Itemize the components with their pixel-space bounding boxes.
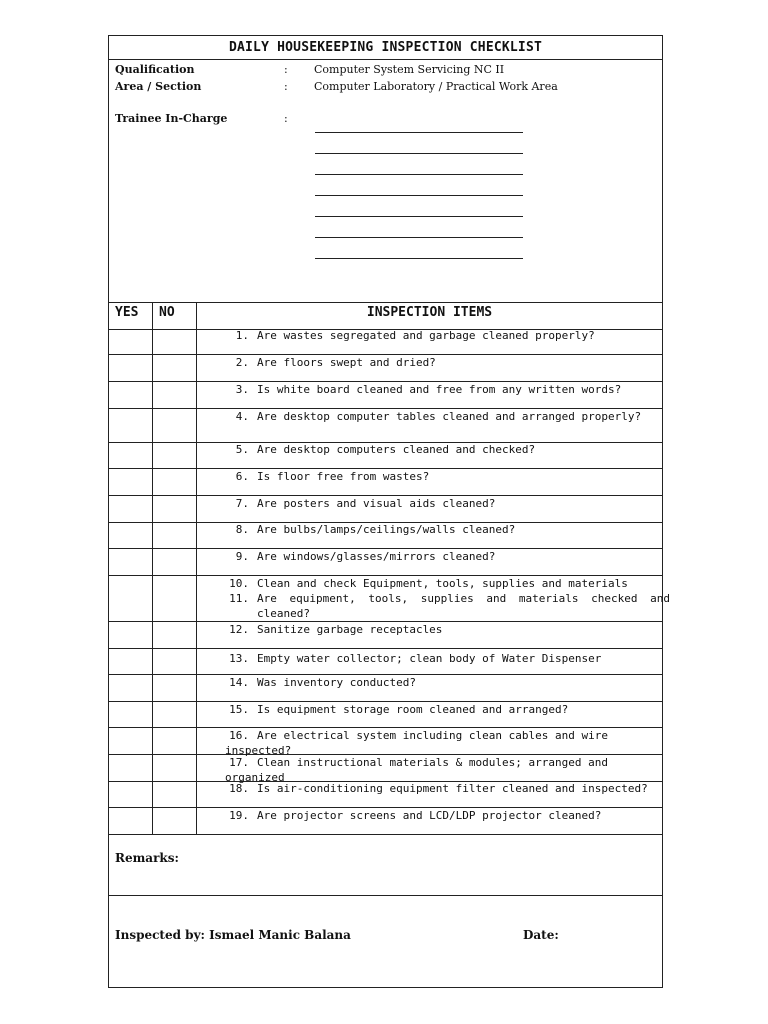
qualification-value: Computer System Servicing NC II (314, 63, 505, 76)
area-colon: : (284, 80, 288, 93)
item-number: 10. (229, 577, 249, 590)
inspection-item (225, 522, 655, 537)
inspection-item (225, 675, 655, 690)
item-text: Are projector screens and LCD/LDP projector cleaned? (257, 809, 602, 822)
item-text: Are bulbs/lamps/ceilings/walls cleaned? (257, 523, 516, 536)
item-number: 15. (229, 703, 249, 716)
item-text: Are equipment, tools, supplies and materials checked and (257, 592, 670, 605)
trainee-blank-line[interactable] (315, 132, 523, 133)
item-number: 5. (235, 443, 249, 456)
item-text: Is air-conditioning equipment filter cleaned and inspected? (257, 782, 648, 795)
inspection-item (225, 328, 655, 343)
item-text: Are windows/glasses/mirrors cleaned? (257, 550, 496, 563)
trainee-colon: : (284, 112, 288, 125)
inspection-item (225, 728, 655, 758)
item-number: 2. (235, 356, 249, 369)
item-text: Is white board cleaned and free from any written words? (257, 383, 622, 396)
inspection-items-header: INSPECTION ITEMS (366, 305, 493, 320)
item-text: Are floors swept and dried? (257, 356, 436, 369)
inspection-item (225, 355, 655, 370)
item-number: 7. (235, 497, 249, 510)
trainee-blank-line[interactable] (315, 237, 523, 238)
table-header (109, 302, 662, 330)
trainee-blank-line[interactable] (315, 258, 523, 259)
inspection-item (225, 442, 655, 457)
inspection-item (225, 622, 655, 637)
inspection-item (225, 702, 655, 717)
inspection-item (225, 808, 655, 823)
item-text: Are wastes segregated and garbage cleaned properly? (257, 329, 595, 342)
item-text: Clean and check Equipment, tools, supplies and materials (257, 577, 628, 590)
trainee-blank-line[interactable] (315, 216, 523, 217)
item-text: Sanitize garbage receptacles (257, 623, 443, 636)
item-text: Are posters and visual aids cleaned? (257, 497, 496, 510)
row-divider (109, 834, 662, 835)
trainee-blank-line[interactable] (315, 153, 523, 154)
item-text: Are desktop computer tables cleaned and arranged properly? (257, 410, 642, 423)
area-label: Area / Section (115, 80, 202, 93)
qualification-colon: : (284, 63, 288, 76)
inspection-item (225, 781, 655, 796)
item-number: 13. (229, 652, 249, 665)
item-text: Is floor free from wastes? (257, 470, 430, 483)
inspection-item (225, 591, 670, 621)
inspection-item (225, 409, 655, 424)
item-text-continued: cleaned? (257, 607, 310, 620)
row-divider (109, 895, 662, 896)
item-number: 11. (229, 592, 249, 605)
item-number: 14. (229, 676, 249, 689)
form-title: DAILY HOUSEKEEPING INSPECTION CHECKLIST (109, 36, 662, 60)
inspection-item (225, 549, 655, 564)
item-text: Are electrical system including clean cables and wire inspected? (225, 729, 608, 757)
item-number: 19. (229, 809, 249, 822)
inspection-item (225, 576, 655, 591)
item-number: 17. (229, 756, 249, 769)
item-number: 18. (229, 782, 249, 795)
item-text: Clean instructional materials & modules; arranged and organized (225, 756, 608, 784)
item-number: 4. (235, 410, 249, 423)
trainee-label: Trainee In-Charge (115, 112, 228, 125)
row-divider (109, 648, 662, 649)
yes-column-header: YES (115, 305, 139, 320)
item-number: 3. (235, 383, 249, 396)
item-number: 9. (235, 550, 249, 563)
inspected-by: Inspected by: Ismael Manic Balana (115, 928, 351, 942)
item-number: 8. (235, 523, 249, 536)
item-number: 1. (235, 329, 249, 342)
item-number: 6. (235, 470, 249, 483)
item-text: Was inventory conducted? (257, 676, 416, 689)
inspection-item (225, 469, 655, 484)
item-number: 12. (229, 623, 249, 636)
date-label: Date: (523, 928, 559, 942)
inspection-item (225, 651, 655, 666)
inspection-item (225, 382, 655, 397)
qualification-label: Qualification (115, 63, 195, 76)
item-number: 16. (229, 729, 249, 742)
item-text: Are desktop computers cleaned and checked? (257, 443, 536, 456)
inspection-item (225, 496, 655, 511)
remarks-label: Remarks: (115, 851, 179, 865)
trainee-blank-line[interactable] (315, 174, 523, 175)
item-text: Is equipment storage room cleaned and arranged? (257, 703, 569, 716)
checklist-form (108, 35, 670, 988)
item-text: Empty water collector; clean body of Water Dispenser (257, 652, 602, 665)
trainee-blank-line[interactable] (315, 195, 523, 196)
area-value: Computer Laboratory / Practical Work Area (314, 80, 558, 93)
no-column-header: NO (159, 305, 175, 320)
